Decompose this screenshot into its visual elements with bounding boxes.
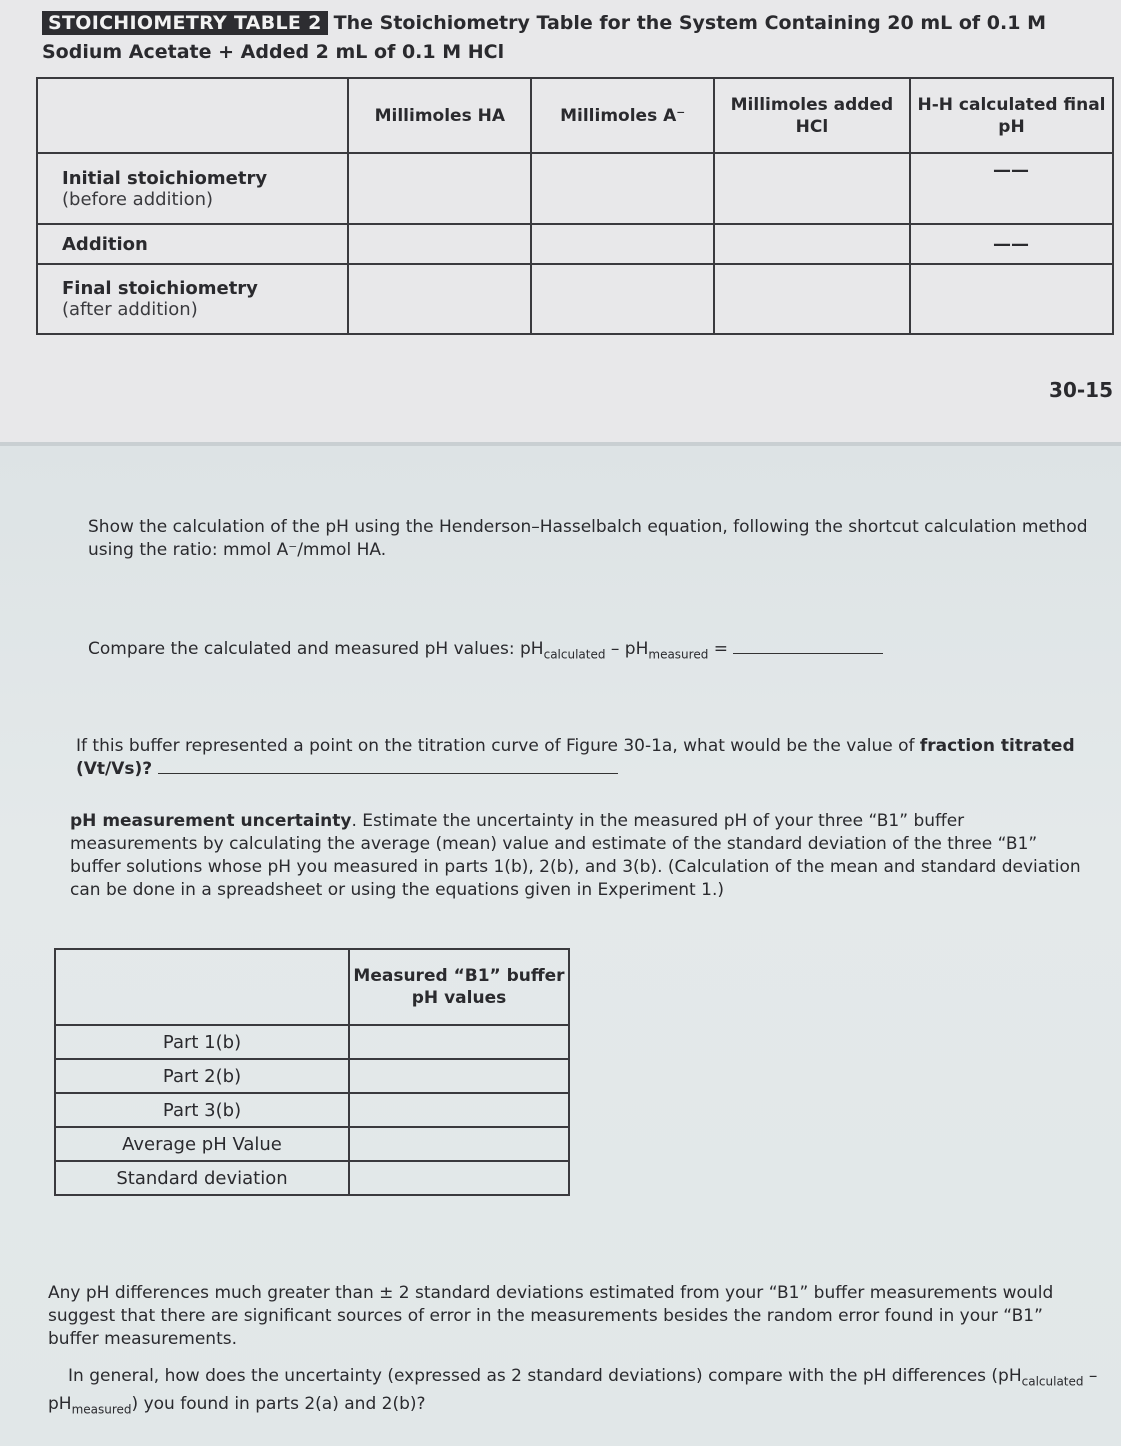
cell-blank[interactable] <box>349 1025 569 1059</box>
cell-blank[interactable] <box>714 153 910 224</box>
title-text: The Stoichiometry Table for the System Containing 20 mL of 0.1 M <box>333 12 1046 34</box>
cell-blank[interactable] <box>348 224 531 264</box>
header-millimoles-ha: Millimoles HA <box>348 78 531 153</box>
cell-dash: —— <box>910 153 1113 224</box>
table-title-line2: Sodium Acetate + Added 2 mL of 0.1 M HCl <box>42 41 505 63</box>
header-row <box>55 949 569 1025</box>
cell-blank[interactable] <box>714 224 910 264</box>
cell-blank[interactable] <box>348 264 531 334</box>
cell-blank[interactable] <box>714 264 910 334</box>
cell-blank[interactable] <box>531 264 713 334</box>
question-general-comparison: In general, how does the uncertainty (expressed as 2 standard deviations) compare with the pH differences $(pH_{calculated} - pH_{measured})$ you found in parts 2(a) and 2(b)? <box>48 1366 1098 1417</box>
row-label: Part 1(b) <box>55 1025 349 1059</box>
stoichiometry-table <box>36 77 1114 335</box>
answer-blank[interactable] <box>733 653 883 654</box>
question-compare-ph: Compare the calculated and measured pH values: $pH_{calculated} - pH_{measured}$ = <box>88 638 1088 666</box>
row-label-final: Final stoichiometry (after addition) <box>37 264 348 334</box>
header-millimoles-hcl: Millimoles added HCl <box>714 78 910 153</box>
cell-blank[interactable] <box>531 224 713 264</box>
cell-blank[interactable] <box>349 1093 569 1127</box>
paragraph-differences: Any pH differences much greater than ± 2 standard deviations estimated from your “B1” buffer measurements would suggest that there are significant sources of error in the measurements besides the random error found in your “B1” buffer measurements. <box>48 1283 1054 1349</box>
table-row <box>55 1127 569 1161</box>
table-row <box>55 1093 569 1127</box>
header-cell-empty <box>37 78 348 153</box>
table-row <box>55 1025 569 1059</box>
title-badge: STOICHIOMETRY TABLE 2 <box>42 11 328 35</box>
table-row <box>37 224 1113 264</box>
cell-dash: —— <box>910 224 1113 264</box>
cell-blank[interactable] <box>348 153 531 224</box>
table-row <box>55 1059 569 1093</box>
cell-blank[interactable] <box>349 1059 569 1093</box>
row-label: Part 2(b) <box>55 1059 349 1093</box>
table-row <box>37 264 1113 334</box>
cell-final-ph[interactable] <box>910 264 1113 334</box>
table-title <box>42 12 1046 34</box>
header-final-ph: H-H calculated final pH <box>910 78 1113 153</box>
table-row <box>37 153 1113 224</box>
header-measured-b1: Measured “B1” buffer pH values <box>349 949 569 1025</box>
table-row <box>55 1161 569 1195</box>
answer-blank[interactable] <box>158 773 618 774</box>
row-label: Standard deviation <box>55 1161 349 1195</box>
question-uncertainty: pH measurement uncertainty. Estimate the uncertainty in the measured pH of your three “B1” buffer measurements by calculating the average (mean) value and estimate of the standard deviation of the three “B1” buffer solutions whose pH you measured in parts 1(b), 2(b), and 3(b). (Calculation of the mean and standard deviation can be done in a spreadsheet or using the equations given in Experiment 1.) <box>70 811 1081 900</box>
row-label-initial: Initial stoichiometry (before addition) <box>37 153 348 224</box>
ph-values-table <box>54 948 570 1196</box>
cell-blank[interactable] <box>531 153 713 224</box>
header-row <box>37 78 1113 153</box>
question-hh-calculation: Show the calculation of the pH using the Henderson–Hasselbalch equation, following the shortcut calculation method using the ratio: mmol A⁻/mmol HA. <box>88 517 1088 560</box>
header-millimoles-a: Millimoles A⁻ <box>531 78 713 153</box>
cell-blank[interactable] <box>349 1161 569 1195</box>
cell-blank[interactable] <box>349 1127 569 1161</box>
question-fraction-titrated: If this buffer represented a point on the titration curve of Figure 30-1a, what would be the value of fraction titrated (Vt/Vs)? <box>76 736 1075 779</box>
row-label: Average pH Value <box>55 1127 349 1161</box>
row-label-addition: Addition <box>37 224 348 264</box>
page-number: 30-15 <box>1049 378 1113 402</box>
header-cell-empty <box>55 949 349 1025</box>
row-label: Part 3(b) <box>55 1093 349 1127</box>
